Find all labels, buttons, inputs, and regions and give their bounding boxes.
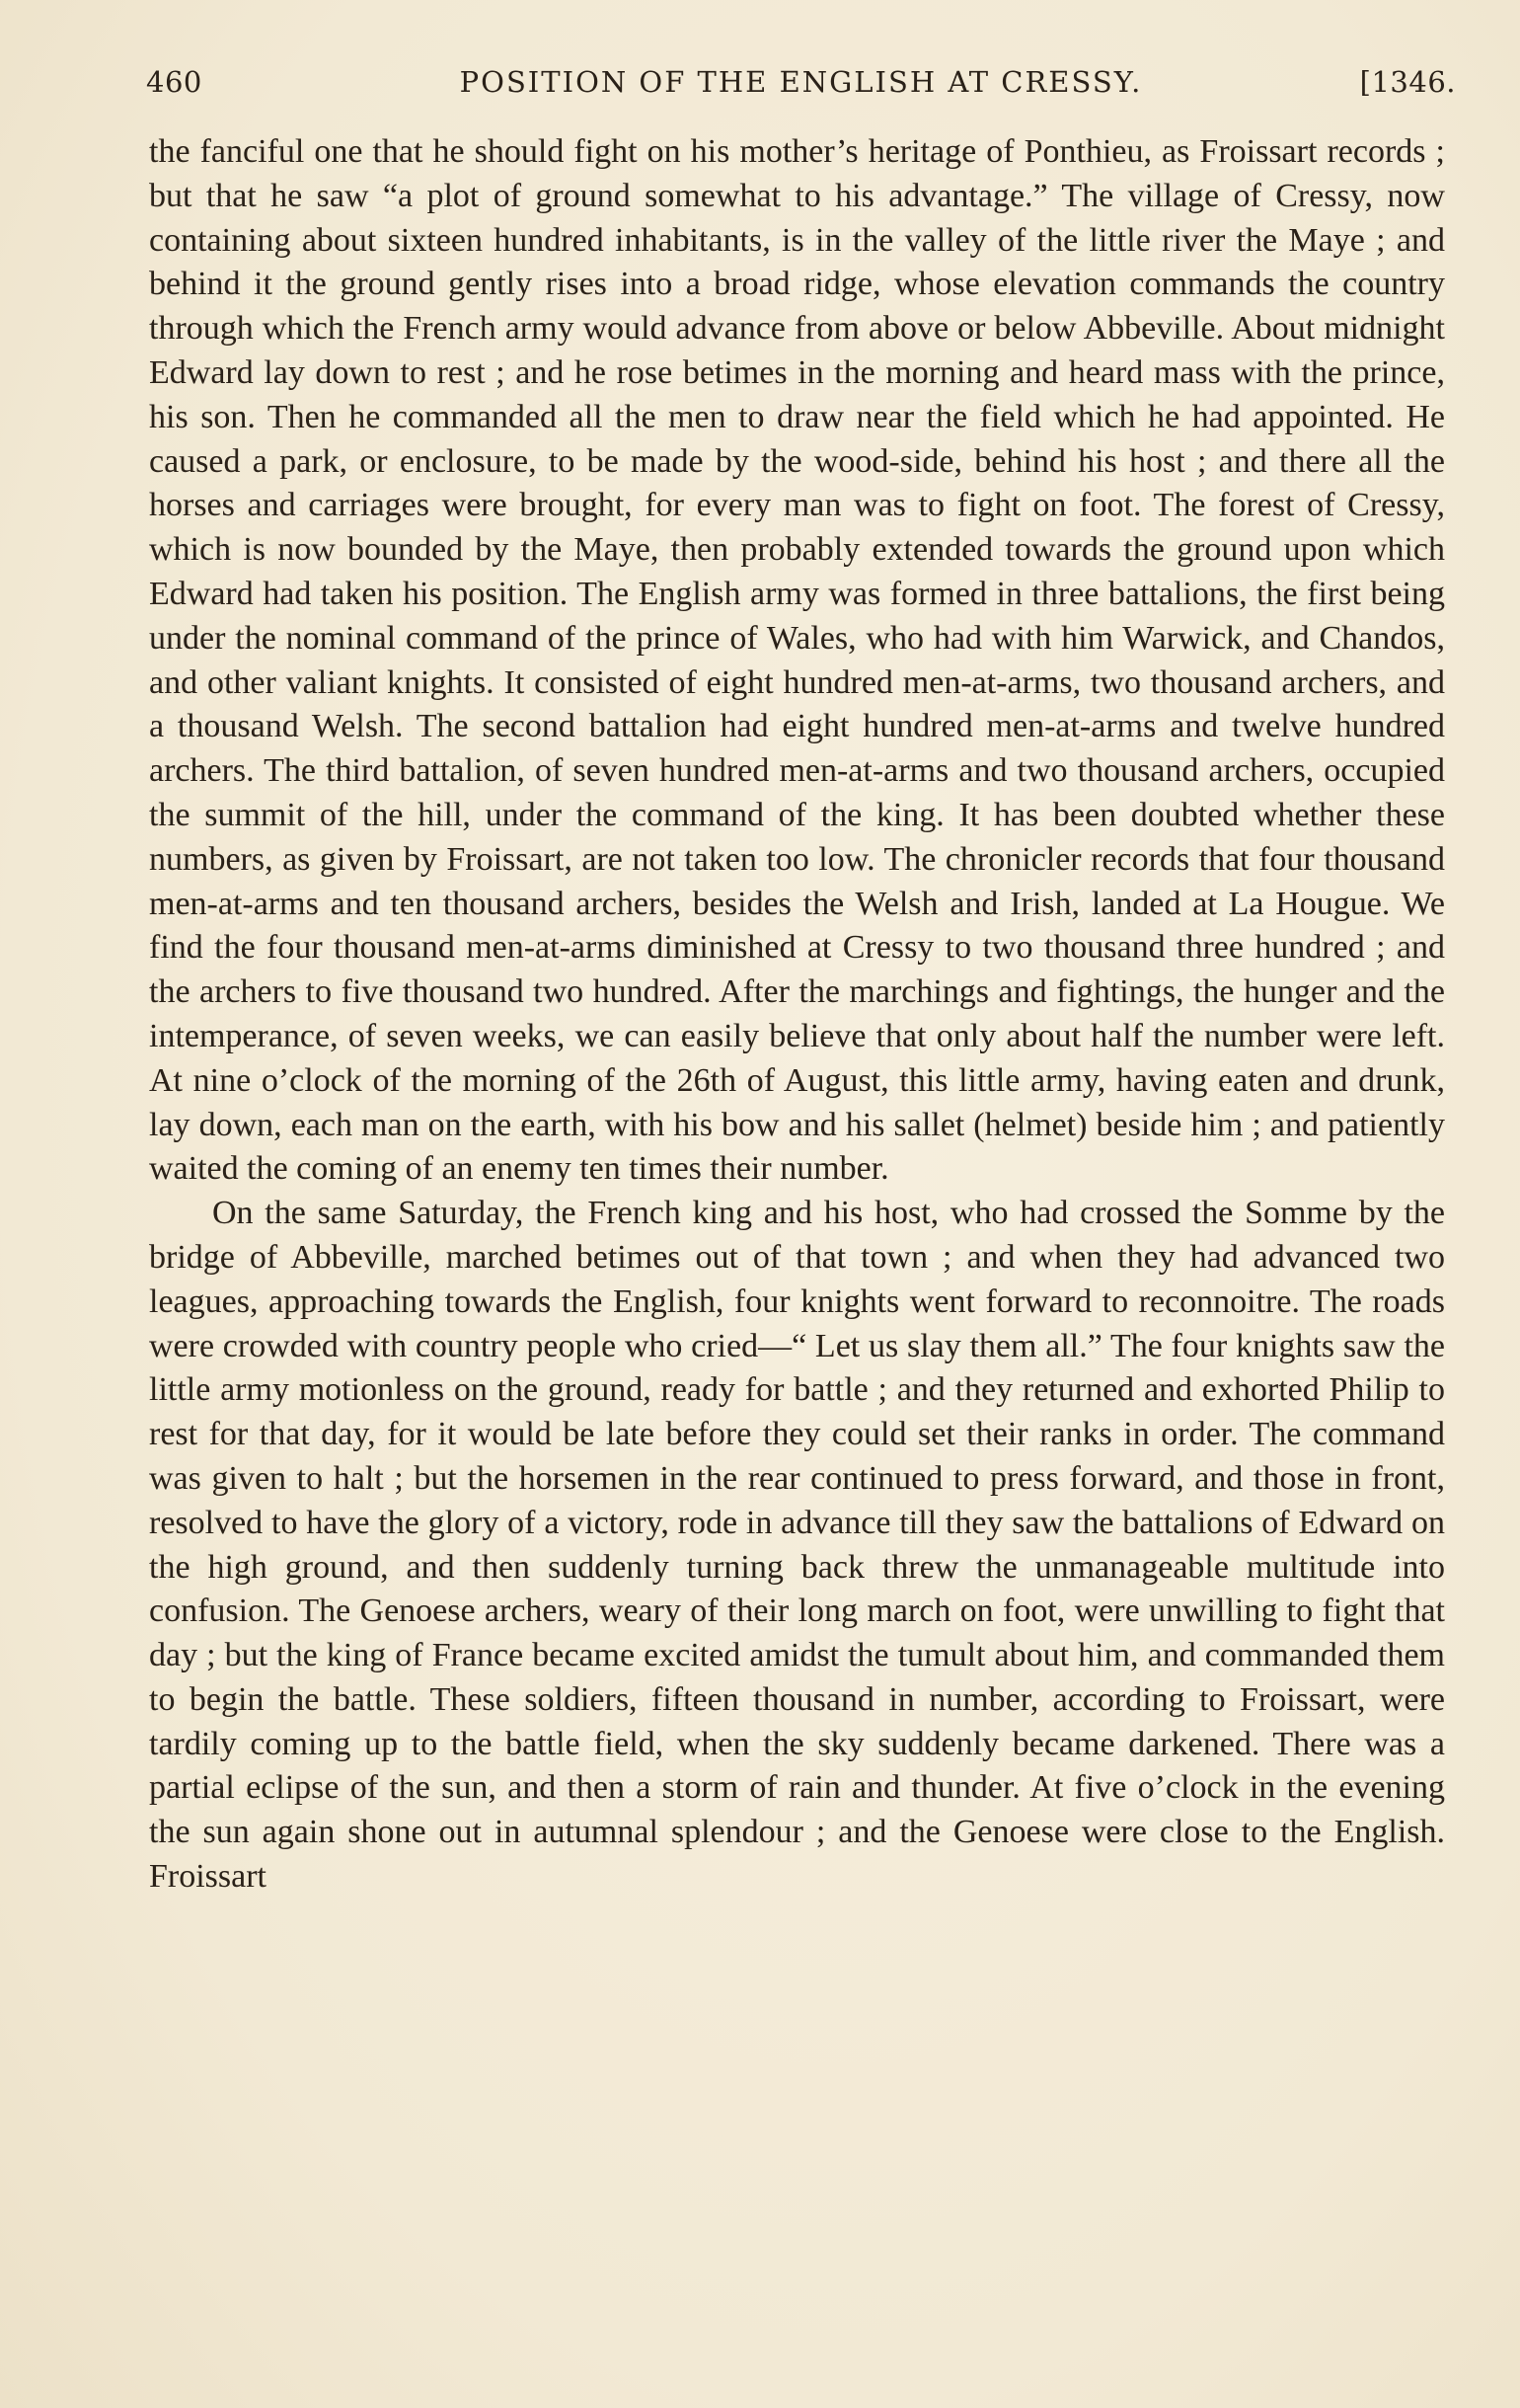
- page-number: 460: [146, 65, 202, 99]
- body-text: [149, 130, 1445, 1900]
- paragraph-french-advance: On the same Saturday, the French king and his host, who had crossed the Somme by the bridge of Abbeville, marched betimes out of that town ; and when they had advanced two leagues, approaching towards the English, four knights went forward to reconnoitre. The roads were crowded with country people who cried—“ Let us slay them all.” The four knights saw the little army motionless on the ground, ready for battle ; and they returned and exhorted Philip to rest for that day, for it would be late before they could set their ranks in order. The command was given to halt ; but the horsemen in the rear continued to press forward, and those in front, resolved to have the glory of a victory, rode in advance till they saw the battalions of Edward on the high ground, and then suddenly turning back threw the unmanageable multitude into confusion. The Genoese archers, weary of their long march on foot, were unwilling to fight that day ; but the king of France became excited amidst the tumult about him, and commanded them to begin the battle. These soldiers, fifteen thousand in number, according to Froissart, were tardily coming up to the battle field, when the sky suddenly became darkened. There was a partial eclipse of the sun, and then a storm of rain and thunder. At five o’clock in the evening the sun again shone out in autumnal splendour ; and the Genoese were close to the English. Froissart: [149, 1195, 1445, 1896]
- running-title: POSITION OF THE ENGLISH AT CRESSY.: [459, 65, 1143, 99]
- paragraph-continued: the fanciful one that he should fight on his mother’s heritage of Ponthieu, as Froissart records ; but that he saw “a plot of ground somewhat to his advantage.” The village of Cressy, now containing about sixteen hundred inhabitants, is in the valley of the little river the Maye ; and behind it the ground gently rises into a broad ridge, whose elevation commands the country through which the French army would advance from above or below Abbeville. About midnight Edward lay down to rest ; and he rose betimes in the morning and heard mass with the prince, his son. Then he commanded all the men to draw near the field which he had appointed. He caused a park, or enclosure, to be made by the wood-side, behind his host ; and there all the horses and carriages were brought, for every man was to fight on foot. The forest of Cressy, which is now bounded by the Maye, then probably extended towards the ground upon which Edward had taken his position. The English army was formed in three battalions, the first being under the nominal command of the prince of Wales, who had with him Warwick, and Chandos, and other valiant knights. It consisted of eight hundred men-at-arms, two thousand archers, and a thousand Welsh. The second battalion had eight hundred men-at-arms and twelve hundred archers. The third battalion, of seven hundred men-at-arms and two thousand archers, occupied the summit of the hill, under the command of the king. It has been doubted whether these numbers, as given by Froissart, are not taken too low. The chronicler records that four thousand men-at-arms and ten thousand archers, besides the Welsh and Irish, landed at La Hougue. We find the four thousand men-at-arms diminished at Cressy to two thousand three hundred ; and the archers to five thousand two hundred. After the marchings and fightings, the hunger and the intemperance, of seven weeks, we can easily believe that only about half the number were left. At nine o’clock of the morning of the 26th of August, this little army, having eaten and drunk, lay down, each man on the earth, with his bow and his sallet (helmet) beside him ; and patiently waited the coming of an enemy ten times their number.: [149, 133, 1445, 1188]
- year-marker: [1346.: [1359, 65, 1456, 99]
- running-head: [146, 65, 1456, 115]
